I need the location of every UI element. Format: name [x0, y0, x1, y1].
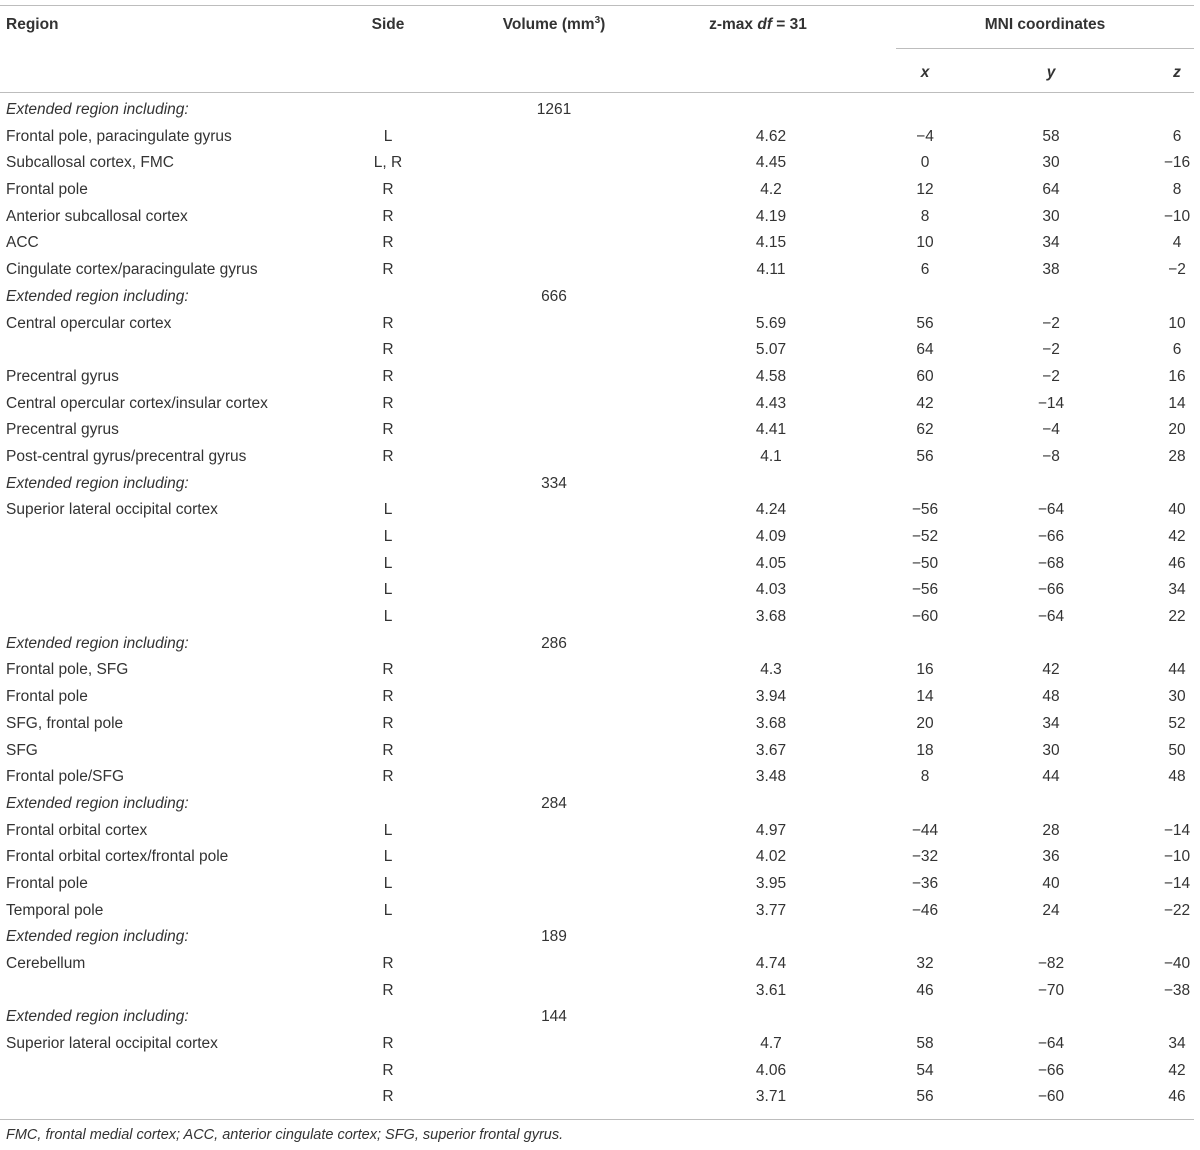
cell-region: Frontal pole, SFG — [6, 661, 129, 679]
cell-y: −2 — [1042, 367, 1060, 385]
cell-side: L — [383, 127, 393, 145]
cell-z: 44 — [1168, 661, 1186, 679]
cell-region: Precentral gyrus — [6, 367, 119, 385]
cell-z: −16 — [1163, 154, 1191, 172]
table-row-group-header — [0, 472, 1200, 499]
header-z: z — [1173, 64, 1181, 81]
cell-side: R — [382, 207, 394, 225]
cell-y: 42 — [1042, 661, 1060, 679]
cell-x: 18 — [916, 741, 934, 759]
cell-zmax: 3.61 — [755, 981, 787, 999]
cell-region: Extended region including: — [6, 287, 189, 305]
table-row — [0, 125, 1200, 152]
cell-region: SFG, frontal pole — [6, 714, 124, 732]
cell-region: Cingulate cortex/paracingulate gyrus — [6, 261, 258, 279]
table-row — [0, 418, 1200, 445]
header-bottom-rule — [0, 92, 1194, 93]
cell-zmax: 4.19 — [755, 207, 787, 225]
header-x: x — [920, 64, 930, 81]
cell-side: L — [383, 848, 393, 866]
cell-x: 16 — [916, 661, 934, 679]
table-top-rule — [0, 5, 1194, 6]
table-row — [0, 819, 1200, 846]
cell-z: 10 — [1168, 314, 1186, 332]
cell-region: Frontal orbital cortex — [6, 821, 148, 839]
cell-z: 34 — [1168, 1035, 1186, 1053]
cell-x: −36 — [911, 874, 939, 892]
cell-side: R — [382, 421, 394, 439]
cell-z: 22 — [1168, 608, 1186, 626]
cell-side: R — [382, 1035, 394, 1053]
cell-x: 42 — [916, 394, 934, 412]
cell-x: 62 — [916, 421, 934, 439]
cell-x: 46 — [916, 981, 934, 999]
cell-region: Extended region including: — [6, 794, 189, 812]
cell-x: 8 — [920, 207, 930, 225]
cell-region: Superior lateral occipital cortex — [6, 1035, 218, 1053]
cell-y: −82 — [1037, 955, 1065, 972]
table-row — [0, 552, 1200, 579]
table-row — [0, 685, 1200, 712]
header-region: Region — [6, 16, 59, 33]
cell-z: −40 — [1163, 955, 1191, 972]
cell-x: −4 — [916, 127, 934, 145]
cell-x: 6 — [920, 261, 930, 279]
cell-zmax: 4.03 — [755, 581, 787, 599]
table-row — [0, 445, 1200, 472]
cell-z: −22 — [1163, 901, 1191, 919]
cell-x: −56 — [911, 581, 939, 599]
cell-region: Frontal orbital cortex/frontal pole — [6, 848, 229, 866]
cell-zmax: 3.71 — [755, 1088, 787, 1106]
cell-y: −70 — [1037, 981, 1065, 999]
cell-region: Extended region including: — [6, 474, 189, 492]
cell-side: R — [382, 1088, 394, 1106]
table-row — [0, 258, 1200, 285]
cell-region: Frontal pole — [6, 874, 88, 892]
table-row — [0, 605, 1200, 632]
cell-zmax: 4.74 — [755, 955, 787, 972]
cell-z: 4 — [1172, 234, 1182, 252]
cell-z: 46 — [1168, 1088, 1186, 1106]
table-row — [0, 205, 1200, 232]
cell-volume: 189 — [541, 928, 567, 946]
table-row — [0, 712, 1200, 739]
table-row — [0, 739, 1200, 766]
cell-y: −60 — [1037, 1088, 1065, 1106]
table-row — [0, 765, 1200, 792]
cell-y: 44 — [1042, 768, 1060, 786]
cell-volume: 144 — [541, 1008, 567, 1026]
header-zmax: z-max df = 31 — [709, 16, 807, 33]
cell-region: Extended region including: — [6, 1008, 189, 1026]
cell-y: 64 — [1042, 181, 1060, 199]
cell-zmax: 4.11 — [756, 261, 786, 279]
cell-y: −64 — [1037, 501, 1065, 519]
header-mni-coordinates: MNI coordinates — [984, 16, 1106, 33]
cell-y: −64 — [1037, 608, 1065, 626]
cell-z: 30 — [1168, 688, 1186, 706]
table-row — [0, 312, 1200, 339]
cell-zmax: 5.07 — [755, 341, 787, 359]
cell-volume: 284 — [541, 794, 567, 812]
cell-y: −8 — [1042, 447, 1060, 465]
cell-region: Extended region including: — [6, 928, 189, 946]
cell-region: Extended region including: — [6, 634, 189, 652]
table-row — [0, 872, 1200, 899]
cell-zmax: 3.68 — [755, 714, 787, 732]
cell-y: −68 — [1037, 554, 1065, 572]
cell-y: 28 — [1042, 821, 1060, 839]
cell-side: L, R — [373, 154, 403, 172]
cell-x: −50 — [911, 554, 939, 572]
table-row — [0, 845, 1200, 872]
cell-side: L — [383, 821, 393, 839]
cell-z: 34 — [1168, 581, 1186, 599]
cell-y: 30 — [1042, 741, 1060, 759]
cell-z: 20 — [1168, 421, 1186, 439]
cell-zmax: 4.1 — [760, 447, 782, 465]
cell-zmax: 3.67 — [755, 741, 787, 759]
cell-z: 6 — [1172, 127, 1182, 145]
cell-z: −14 — [1163, 821, 1191, 839]
cell-zmax: 3.95 — [755, 874, 787, 892]
cell-volume: 666 — [541, 287, 567, 305]
cell-region: Frontal pole — [6, 688, 88, 706]
cell-volume: 286 — [541, 634, 567, 652]
cell-z: 52 — [1168, 714, 1186, 732]
cell-region: Frontal pole/SFG — [6, 768, 125, 786]
cell-zmax: 4.43 — [755, 394, 787, 412]
table-row — [0, 525, 1200, 552]
cell-x: 54 — [916, 1061, 934, 1079]
cell-y: 30 — [1042, 154, 1060, 172]
cell-zmax: 4.15 — [755, 234, 787, 252]
cell-y: −66 — [1037, 1061, 1065, 1079]
table-bottom-rule — [0, 1119, 1194, 1120]
cell-side: R — [382, 1061, 394, 1079]
cell-z: 6 — [1172, 341, 1182, 359]
cell-side: R — [382, 341, 394, 359]
cell-x: 58 — [916, 1035, 934, 1053]
cell-x: −32 — [911, 848, 939, 866]
cell-region: Central opercular cortex/insular cortex — [6, 394, 268, 412]
table-row — [0, 392, 1200, 419]
cell-region: SFG — [6, 741, 38, 759]
cell-y: −2 — [1042, 314, 1060, 332]
cell-y: 34 — [1042, 234, 1060, 252]
cell-x: 56 — [916, 1088, 934, 1106]
cell-side: R — [382, 447, 394, 465]
cell-z: −38 — [1163, 981, 1191, 999]
cell-zmax: 4.09 — [755, 528, 787, 545]
cell-side: R — [382, 768, 394, 786]
cell-region: Cerebellum — [6, 955, 86, 972]
cell-y: 24 — [1042, 901, 1060, 919]
cell-zmax: 4.62 — [755, 127, 787, 145]
cell-x: 14 — [916, 688, 934, 706]
cell-y: −66 — [1037, 528, 1065, 545]
cell-y: −2 — [1042, 341, 1060, 359]
cell-zmax: 4.05 — [755, 554, 787, 572]
table-row — [0, 1032, 1200, 1059]
cell-side: R — [382, 181, 394, 199]
cell-side: R — [382, 661, 394, 679]
table-row — [0, 578, 1200, 605]
cell-volume: 1261 — [536, 101, 572, 118]
cell-zmax: 4.97 — [755, 821, 787, 839]
cell-region: ACC — [6, 234, 39, 252]
cell-zmax: 5.69 — [755, 314, 787, 332]
cell-x: −56 — [911, 501, 939, 519]
cell-side: R — [382, 741, 394, 759]
cell-region: Anterior subcallosal cortex — [6, 207, 188, 225]
cell-region: Extended region including: — [6, 101, 189, 118]
table-row-group-header — [0, 925, 1200, 952]
cell-zmax: 4.06 — [755, 1061, 787, 1079]
cell-y: −14 — [1037, 394, 1065, 412]
cell-zmax: 4.7 — [760, 1035, 782, 1053]
table-row-group-header — [0, 285, 1200, 312]
table-row — [0, 498, 1200, 525]
cell-x: 56 — [916, 314, 934, 332]
cell-region: Subcallosal cortex, FMC — [6, 154, 174, 172]
cell-side: L — [383, 501, 393, 519]
cell-x: 56 — [916, 447, 934, 465]
cell-zmax: 4.2 — [760, 181, 782, 199]
cell-x: 60 — [916, 367, 934, 385]
cell-zmax: 4.24 — [755, 501, 787, 519]
table-footnote: FMC, frontal medial cortex; ACC, anterior cingulate cortex; SFG, superior frontal gyrus. — [6, 1127, 564, 1143]
cell-volume: 334 — [541, 474, 567, 492]
cell-y: 30 — [1042, 207, 1060, 225]
cell-z: 50 — [1168, 741, 1186, 759]
cell-side: L — [383, 528, 393, 545]
cell-z: −10 — [1163, 848, 1191, 866]
cell-side: R — [382, 261, 394, 279]
cell-zmax: 3.94 — [755, 688, 787, 706]
cell-side: R — [382, 688, 394, 706]
cell-side: L — [383, 874, 393, 892]
table-row-group-header — [0, 98, 1200, 125]
table-row — [0, 979, 1200, 1006]
table-row — [0, 658, 1200, 685]
cell-z: 16 — [1168, 367, 1186, 385]
table-row-group-header — [0, 792, 1200, 819]
cell-z: 40 — [1168, 501, 1186, 519]
cell-zmax: 3.48 — [755, 768, 787, 786]
cell-x: −60 — [911, 608, 939, 626]
cell-zmax: 4.58 — [755, 367, 787, 385]
cell-x: 20 — [916, 714, 934, 732]
cell-x: 10 — [916, 234, 934, 252]
cell-z: −2 — [1168, 261, 1186, 279]
table-row — [0, 151, 1200, 178]
cell-side: R — [382, 234, 394, 252]
cell-zmax: 4.3 — [760, 661, 782, 679]
table-row-group-header — [0, 632, 1200, 659]
table-body — [0, 98, 1200, 1112]
cell-side: L — [383, 581, 393, 599]
table-row-group-header — [0, 1005, 1200, 1032]
cell-z: 48 — [1168, 768, 1186, 786]
cell-z: 28 — [1168, 447, 1186, 465]
table-row — [0, 899, 1200, 926]
cell-x: 32 — [916, 955, 934, 972]
cell-y: 48 — [1042, 688, 1060, 706]
cell-y: 36 — [1042, 848, 1060, 866]
cell-zmax: 4.02 — [755, 848, 787, 866]
cell-x: 0 — [920, 154, 930, 172]
cell-side: L — [383, 901, 393, 919]
table-row — [0, 231, 1200, 258]
table-row — [0, 178, 1200, 205]
cell-z: 14 — [1168, 394, 1186, 412]
table-row — [0, 1085, 1200, 1112]
cell-x: −46 — [911, 901, 939, 919]
cell-z: −10 — [1163, 207, 1191, 225]
cell-side: R — [382, 955, 394, 972]
cell-zmax: 4.45 — [755, 154, 787, 172]
cell-region: Superior lateral occipital cortex — [6, 501, 218, 519]
cell-x: −44 — [911, 821, 939, 839]
cell-side: R — [382, 367, 394, 385]
cell-region: Frontal pole, paracingulate gyrus — [6, 127, 232, 145]
cell-z: −14 — [1163, 874, 1191, 892]
table-row — [0, 365, 1200, 392]
cell-y: 34 — [1042, 714, 1060, 732]
cell-z: 42 — [1168, 528, 1186, 545]
cell-x: −52 — [911, 528, 939, 545]
cell-z: 46 — [1168, 554, 1186, 572]
mni-header-rule — [896, 48, 1194, 49]
table-row — [0, 952, 1200, 979]
header-y: y — [1046, 64, 1056, 81]
cell-y: 58 — [1042, 127, 1060, 145]
header-volume: Volume $(mm^3)$ — [502, 14, 606, 33]
cell-side: R — [382, 714, 394, 732]
header-side: Side — [371, 16, 405, 33]
cell-region: Frontal pole — [6, 181, 88, 199]
cell-region: Central opercular cortex — [6, 314, 172, 332]
cell-region: Temporal pole — [6, 901, 104, 919]
cell-z: 42 — [1168, 1061, 1186, 1079]
table-row — [0, 338, 1200, 365]
cell-side: L — [383, 608, 393, 626]
cell-region: Precentral gyrus — [6, 421, 119, 439]
cell-y: −4 — [1042, 421, 1060, 439]
cell-y: −66 — [1037, 581, 1065, 599]
cell-z: 8 — [1172, 181, 1182, 199]
cell-side: R — [382, 314, 394, 332]
table-row — [0, 1059, 1200, 1086]
cell-y: −64 — [1037, 1035, 1065, 1053]
cell-side: R — [382, 394, 394, 412]
cell-side: L — [383, 554, 393, 572]
cell-x: 8 — [920, 768, 930, 786]
cell-zmax: 3.77 — [755, 901, 787, 919]
cell-zmax: 3.68 — [755, 608, 787, 626]
cell-x: 12 — [916, 181, 934, 199]
cell-region: Post-central gyrus/precentral gyrus — [6, 447, 247, 465]
cell-y: 40 — [1042, 874, 1060, 892]
cell-x: 64 — [916, 341, 934, 359]
cell-zmax: 4.41 — [755, 421, 787, 439]
cell-side: R — [382, 981, 394, 999]
cell-y: 38 — [1042, 261, 1060, 279]
